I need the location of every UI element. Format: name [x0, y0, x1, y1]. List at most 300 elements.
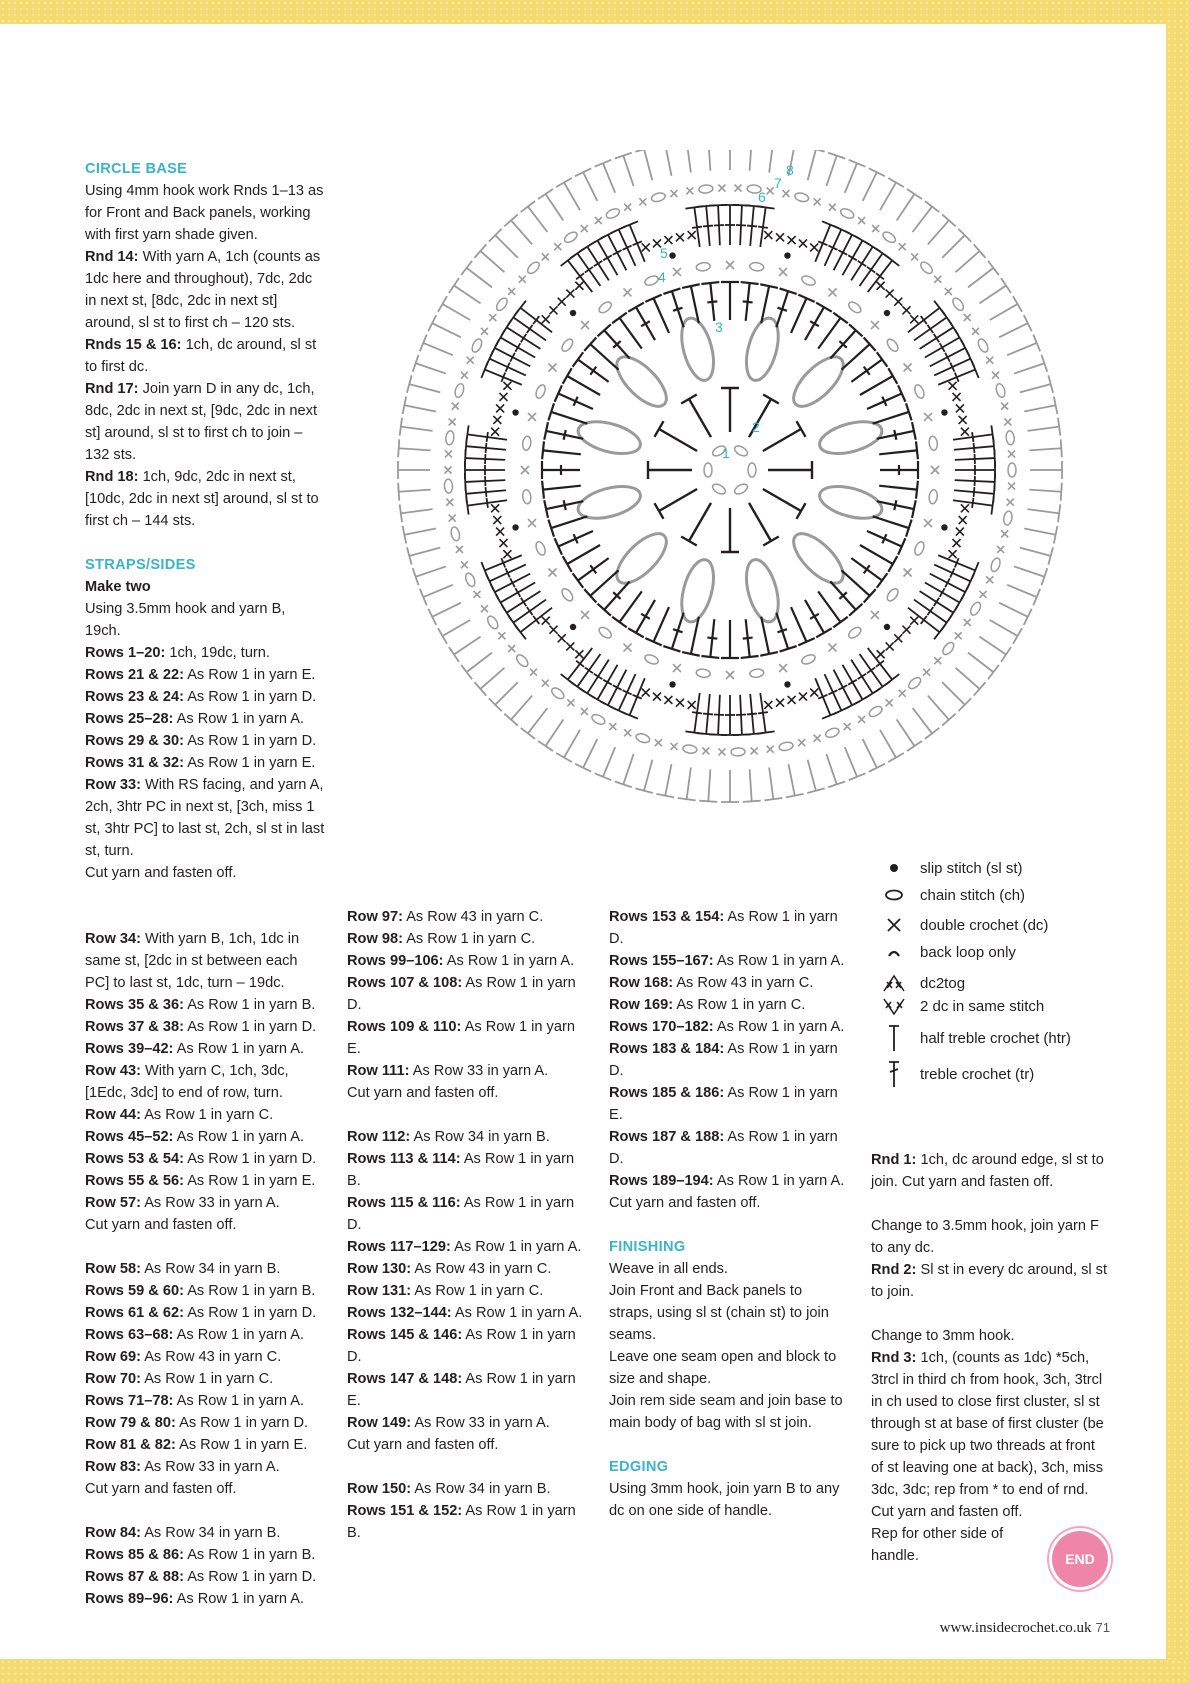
- round-6-fan-stitch: [685, 731, 703, 733]
- round-5-dc: [910, 315, 918, 323]
- round-7-dc: [767, 187, 774, 194]
- round-3-stitch: [743, 638, 753, 639]
- round-8-stitch: [1013, 296, 1022, 312]
- round-3-stitch: [563, 556, 572, 572]
- pattern-row: Rows 87 & 88: As Row 1 in yarn D.: [85, 1569, 317, 1585]
- round-7-dc: [702, 747, 709, 754]
- pattern-row: Row 97: As Row 43 in yarn C.: [347, 909, 544, 925]
- round-5-dc: [902, 306, 910, 314]
- round-4-dc: [548, 364, 556, 372]
- round-8-stitch: [999, 323, 1028, 337]
- round-7-dc: [911, 253, 918, 260]
- legend-row-chain: [880, 883, 1025, 907]
- straps-intro: Using 3.5mm hook and yarn B, 19ch.: [85, 601, 286, 639]
- round-7-dc: [814, 198, 821, 205]
- pattern-row: Row 81 & 82: As Row 1 in yarn E.: [85, 1437, 308, 1453]
- round-6-fan-stitch: [858, 674, 866, 679]
- round-5-dc: [788, 236, 796, 244]
- legend-label: 2 dc in same stitch: [920, 997, 1045, 1015]
- round-3-stitch: [707, 301, 717, 302]
- round-5-dc: [575, 650, 583, 658]
- round-5-dc: [653, 693, 661, 701]
- round-4-dc: [521, 466, 529, 474]
- round-8-stitch: [480, 668, 504, 689]
- round-3-stitch: [619, 318, 641, 349]
- round-7-chain: [969, 601, 983, 617]
- round-4-dc: [931, 466, 939, 474]
- round-8-stitch: [583, 172, 597, 201]
- round-8-stitch: [398, 483, 399, 501]
- round-7-dc: [992, 372, 999, 379]
- round-6-fan-stitch: [527, 325, 533, 333]
- col3-rows: [609, 906, 849, 1192]
- round-4-dc: [904, 364, 912, 372]
- round-8-stitch: [1024, 529, 1055, 535]
- page-number: 71: [1095, 1620, 1110, 1635]
- round-8-stitch: [750, 769, 752, 801]
- round-7-dc: [934, 276, 941, 283]
- round-7-chain: [778, 741, 793, 752]
- pattern-row: Row 131: As Row 1 in yarn C.: [347, 1283, 544, 1299]
- round-7-chain: [563, 230, 579, 245]
- round-5-dc: [949, 550, 957, 558]
- round-8-stitch: [1014, 363, 1044, 373]
- pattern-row: Row 58: As Row 34 in yarn B.: [85, 1261, 281, 1277]
- center-chain: [748, 463, 756, 477]
- round-7-dc: [964, 314, 971, 321]
- center-chain: [733, 482, 749, 496]
- round-7-dc: [449, 515, 456, 522]
- round-7-dc: [955, 632, 962, 639]
- pattern-row: Row 34: With yarn B, 1ch, 1dc in same st, [2dc in st between each PC] to last st, 1dc, turn – 19dc.: [85, 931, 300, 991]
- round-5-dc: [688, 231, 696, 239]
- round-4-dc: [871, 321, 879, 329]
- round-3-stitch: [833, 617, 848, 628]
- round-8-stitch: [399, 490, 431, 492]
- round-3-stitch: [573, 573, 584, 588]
- round-8-stitch: [988, 261, 999, 275]
- round-5-dc: [493, 516, 501, 524]
- round-8-stitch: [595, 160, 612, 167]
- round-5-dc: [491, 428, 499, 436]
- round-8-stitch: [1061, 439, 1062, 457]
- round-7-chain: [976, 338, 989, 354]
- pattern-row: Rows 23 & 24: As Row 1 in yarn D.: [85, 689, 317, 705]
- round-3-stitch: [543, 486, 581, 490]
- column-1: [85, 158, 325, 884]
- center-chain: [704, 463, 712, 477]
- round-3-stitch: [542, 441, 544, 459]
- pattern-row: Row 43: With yarn C, 1ch, 3dc, [1Edc, 3dc] to end of row, turn.: [85, 1063, 289, 1101]
- round-1-stitch: [689, 399, 711, 437]
- round-3-stitch: [673, 629, 683, 632]
- center-chain: [733, 444, 749, 458]
- round-8-stitch: [564, 730, 580, 758]
- round-5-dc: [503, 550, 511, 558]
- edging-text: Using 3mm hook, join yarn B to any dc on one side of handle.: [609, 1481, 840, 1519]
- round-3-stitch: [860, 545, 893, 564]
- pattern-row: Row 98: As Row 1 in yarn C.: [347, 931, 536, 947]
- round-1-stitch: [659, 489, 697, 511]
- round-7-dc: [1004, 418, 1011, 425]
- round-3-stitch: [816, 628, 832, 637]
- round-6-fan-stitch: [466, 425, 468, 443]
- round-4-chain: [560, 337, 575, 353]
- round-7-dc: [452, 403, 459, 410]
- round-5-dc: [956, 404, 964, 412]
- pattern-row: Row 149: As Row 33 in yarn A.: [347, 1415, 550, 1431]
- round-8-stitch: [863, 172, 877, 201]
- round-5-dc: [542, 617, 550, 625]
- center-chain: [711, 482, 727, 496]
- slip-stitch-dot: [512, 409, 518, 415]
- pattern-row: Row 79 & 80: As Row 1 in yarn D.: [85, 1415, 309, 1431]
- round-5-dc: [642, 243, 650, 251]
- round-8-stitch: [1027, 509, 1059, 513]
- round-5-dc: [949, 382, 957, 390]
- pattern-row: Row 70: As Row 1 in yarn C.: [85, 1371, 274, 1387]
- round-5-dc: [956, 528, 964, 536]
- round-4-chain: [597, 300, 613, 315]
- pattern-row: Rows 37 & 38: As Row 1 in yarn D.: [85, 1019, 317, 1035]
- page-footer: [900, 1620, 1110, 1637]
- pattern-row: Rows 85 & 86: As Row 1 in yarn B.: [85, 1547, 316, 1563]
- round-3-stitch: [777, 308, 787, 311]
- pattern-row: Rows 109 & 110: As Row 1 in yarn E.: [347, 1019, 575, 1057]
- round-7-chain: [444, 479, 453, 493]
- round-3-stitch: [888, 556, 897, 572]
- rnd3-text: Rnd 3: 1ch, (counts as 1dc) *5ch, 3trcl in third ch from hook, 3ch, 3trcl in ch used to close first cluster, sl st through st at base of first cluster (be sure to pick up two threads at front of st leaving one at back), 3ch, miss 3dc, 3dc; rep from * to end of rnd.: [871, 1350, 1104, 1498]
- round-8-stitch: [644, 150, 652, 180]
- straps-cut-a: Cut yarn and fasten off.: [85, 865, 237, 881]
- round-8-stitch: [623, 156, 633, 186]
- round-8-stitch: [603, 163, 615, 193]
- round-8-stitch: [546, 719, 564, 746]
- round-1-stitch: [749, 503, 771, 541]
- round-3-stitch: [628, 628, 644, 637]
- round-8-stitch: [845, 747, 857, 777]
- round-8-stitch: [665, 150, 671, 176]
- round-7-chain: [464, 572, 477, 588]
- column-3: [609, 906, 849, 1522]
- round-4-chain: [847, 300, 863, 315]
- column-2: [347, 906, 587, 1544]
- round-5-dc: [491, 504, 499, 512]
- round-8-stitch: [968, 653, 993, 672]
- round-6-fan-stitch: [758, 712, 768, 713]
- pattern-row: Rows 55 & 56: As Row 1 in yarn E.: [85, 1173, 316, 1189]
- round-number: 6: [758, 189, 766, 205]
- slip-stitch-dot: [669, 681, 675, 687]
- round-8-stitch: [595, 773, 612, 780]
- pattern-row: Rows 147 & 148: As Row 1 in yarn E.: [347, 1371, 576, 1409]
- round-7-dc: [1008, 483, 1015, 490]
- round-7-chain: [1003, 511, 1013, 526]
- round-6-fan-stitch: [822, 712, 839, 719]
- round-8-stitch: [845, 163, 857, 193]
- round-7-dc: [1008, 450, 1015, 457]
- round-7-chain: [635, 732, 651, 744]
- round-7-dc: [473, 591, 480, 598]
- pattern-row: Row 33: With RS facing, and yarn A, 2ch, 3htr PC in next st, [3ch, miss 1 st, 3htr PC] to last st, 2ch, sl st in last st, turn.: [85, 777, 325, 859]
- round-4-dc: [779, 268, 787, 276]
- round-7-dc: [718, 185, 725, 192]
- round-5-dc: [566, 290, 574, 298]
- pattern-row: Row 169: As Row 1 in yarn C.: [609, 997, 806, 1013]
- round-1-stitch: [654, 421, 663, 437]
- round-5-dc: [496, 404, 504, 412]
- round-3-stitch: [543, 450, 581, 454]
- round-1-stitch: [763, 537, 779, 546]
- back-loop-icon: [880, 940, 908, 964]
- round-6-fan-stitch: [585, 267, 593, 273]
- col2-rows-b: [347, 1126, 587, 1434]
- round-5-dc: [676, 233, 684, 241]
- round-3-stitch: [612, 617, 627, 628]
- round-3-stitch: [894, 500, 896, 510]
- end-badge: END: [1052, 1531, 1108, 1587]
- round-7-dc: [467, 357, 474, 364]
- round-1-stitch: [797, 503, 806, 519]
- round-number: 3: [715, 319, 723, 335]
- round-8-stitch: [1058, 504, 1060, 522]
- round-7-dc: [934, 657, 941, 664]
- slip-stitch-dot: [941, 524, 947, 530]
- round-8-stitch: [1029, 448, 1061, 450]
- round-7-dc: [639, 198, 646, 205]
- round-2-cluster: [786, 349, 851, 414]
- round-3-stitch: [701, 656, 719, 658]
- round-7-chain: [881, 230, 897, 245]
- crochet-chart: [360, 150, 1100, 870]
- rnd2-text: Rnd 2: Sl st in every dc around, sl st to join.: [871, 1262, 1108, 1300]
- round-3-stitch: [563, 368, 572, 384]
- round-4-dc: [624, 644, 632, 652]
- round-7-dc: [567, 699, 574, 706]
- round-5-dc: [877, 650, 885, 658]
- round-7-dc: [798, 739, 805, 746]
- round-7-chain: [1008, 463, 1016, 477]
- round-7-dc: [872, 225, 879, 232]
- round-8-stitch: [880, 730, 896, 758]
- straps-rows-d: [85, 1522, 325, 1610]
- round-7-chain: [941, 641, 956, 657]
- round-3-stitch: [741, 282, 759, 284]
- round-7-dc: [581, 708, 588, 715]
- round-5-dc: [959, 516, 967, 524]
- round-7-dc: [446, 499, 453, 506]
- round-8-stitch: [442, 304, 470, 320]
- round-7-dc: [980, 591, 987, 598]
- round-8-stitch: [1033, 589, 1040, 606]
- pattern-row: Rows 39–42: As Row 1 in yarn A.: [85, 1041, 305, 1057]
- round-8-stitch: [480, 251, 504, 272]
- round-8-stitch: [538, 189, 553, 199]
- pattern-row: Rows 107 & 108: As Row 1 in yarn D.: [347, 975, 576, 1013]
- round-8-stitch: [687, 767, 691, 799]
- round-number: 5: [660, 245, 668, 261]
- round-7-dc: [986, 576, 993, 583]
- round-4-dc: [581, 611, 589, 619]
- round-5-dc: [566, 642, 574, 650]
- round-3-stitch: [873, 516, 909, 528]
- round-8-stitch: [769, 767, 773, 799]
- pattern-row: Rows 71–78: As Row 1 in yarn A.: [85, 1393, 305, 1409]
- round-6-fan-stitch: [692, 227, 702, 228]
- round-6-fan-stitch: [703, 714, 713, 715]
- round-7-chain: [919, 260, 935, 275]
- round-5-dc: [550, 306, 558, 314]
- round-5-dc: [764, 701, 772, 709]
- round-8-stitch: [888, 178, 904, 187]
- round-4-dc: [829, 288, 837, 296]
- round-5-dc: [499, 539, 507, 547]
- pattern-row: Row 111: As Row 33 in yarn A.: [347, 1063, 549, 1079]
- round-8-stitch: [990, 620, 1018, 636]
- round-8-stitch: [399, 448, 431, 450]
- round-8-stitch: [538, 741, 553, 751]
- round-5-dc: [776, 233, 784, 241]
- pattern-row: Rows 155–167: As Row 1 in yarn A.: [609, 953, 845, 969]
- round-6-fan-stitch: [927, 607, 933, 615]
- finishing-step: Join rem side seam and join base to main body of bag with sl st join.: [609, 1393, 843, 1431]
- round-4-chain: [749, 668, 764, 678]
- round-7-dc: [986, 357, 993, 364]
- round-1-stitch: [654, 503, 663, 519]
- round-8-stitch: [869, 764, 885, 772]
- round-7-dc: [489, 314, 496, 321]
- round-8-stitch: [849, 160, 866, 167]
- round-3-stitch: [542, 481, 544, 499]
- round-2-cluster: [609, 526, 674, 591]
- round-5-dc: [558, 298, 566, 306]
- slip-stitch-dot: [570, 310, 576, 316]
- slip-stitch-dot: [570, 624, 576, 630]
- round-4-dc: [528, 413, 536, 421]
- round-7-dc: [595, 217, 602, 224]
- round-7-dc: [899, 243, 906, 250]
- round-5-dc: [664, 696, 672, 704]
- round-5-dc: [886, 290, 894, 298]
- legend-row-htr: [880, 1026, 1071, 1050]
- round-3-stitch: [888, 368, 897, 384]
- round-6-fan-stitch: [487, 498, 488, 508]
- round-8-stitch: [1013, 628, 1022, 644]
- round-4-chain: [749, 262, 764, 272]
- straps-cut-c: Cut yarn and fasten off.: [85, 1481, 237, 1497]
- round-8-stitch: [925, 728, 939, 739]
- round-7-dc: [445, 450, 452, 457]
- pattern-row: Rows 145 & 146: As Row 1 in yarn D.: [347, 1327, 576, 1365]
- round-8-stitch: [789, 764, 795, 795]
- round-4-chain: [913, 384, 926, 400]
- round-8-stitch: [438, 296, 447, 312]
- round-4-chain: [885, 587, 900, 603]
- round-5-dc: [953, 393, 961, 401]
- slip-stitch-dot: [512, 524, 518, 530]
- finishing-step: Leave one seam open and block to size and shape.: [609, 1349, 837, 1387]
- finishing-list: [609, 1258, 849, 1434]
- round-8-stitch: [438, 628, 447, 644]
- round-3-stitch: [777, 629, 787, 632]
- round-8-stitch: [1029, 490, 1061, 492]
- round-7-dc: [686, 187, 693, 194]
- round-4-chain: [522, 436, 532, 451]
- round-3-stitch: [879, 486, 917, 490]
- round-6-fan-stitch: [867, 267, 875, 273]
- round-7-dc: [624, 204, 631, 211]
- round-3-stitch: [877, 352, 888, 367]
- round-5-dc: [894, 298, 902, 306]
- dc2tog-icon: [880, 971, 908, 995]
- slip-stitch-dot: [884, 624, 890, 630]
- round-5-dc: [910, 617, 918, 625]
- round-3-stitch: [877, 573, 888, 588]
- round-8-stitch: [603, 747, 615, 777]
- round-7-dc: [519, 276, 526, 283]
- round-7-chain: [951, 296, 966, 312]
- round-number: 2: [752, 419, 760, 435]
- round-7-dc: [530, 669, 537, 676]
- column-4: [871, 1149, 1111, 1567]
- round-7-dc: [899, 690, 906, 697]
- round-8-stitch: [808, 150, 816, 180]
- round-1-stitch: [763, 429, 801, 451]
- round-7-chain: [454, 383, 466, 399]
- round-6-fan-stitch: [481, 562, 488, 579]
- round-3-stitch: [873, 412, 909, 424]
- round-6-fan-stitch: [747, 226, 757, 227]
- round-4-chain: [560, 587, 575, 603]
- round-3-stitch: [916, 481, 918, 499]
- round-5-dc: [764, 231, 772, 239]
- round-7-dc: [997, 546, 1004, 553]
- round-8-stitch: [1061, 483, 1062, 501]
- round-8-stitch: [428, 609, 436, 625]
- round-8-stitch: [979, 286, 1006, 304]
- round-8-stitch: [708, 769, 710, 801]
- pattern-row: Rows 183 & 184: As Row 1 in yarn D.: [609, 1041, 838, 1079]
- round-8-stitch: [699, 801, 717, 802]
- round-4-dc: [673, 268, 681, 276]
- round-3-stitch: [791, 607, 806, 642]
- round-7-chain: [824, 727, 840, 740]
- legend-row-2dc: [880, 994, 1044, 1018]
- round-8-stitch: [575, 764, 591, 772]
- round-8-stitch: [928, 220, 949, 244]
- round-1-stitch: [763, 394, 779, 403]
- pattern-row: Rows 31 & 32: As Row 1 in yarn E.: [85, 755, 316, 771]
- round-8-stitch: [808, 760, 816, 791]
- pattern-row: Rows 153 & 154: As Row 1 in yarn D.: [609, 909, 838, 947]
- round-3-stitch: [818, 591, 840, 622]
- round-6-fan-stitch: [858, 261, 866, 266]
- round-8-stitch: [454, 286, 481, 304]
- pattern-row: Row 150: As Row 34 in yarn B.: [347, 1481, 551, 1497]
- round-7-dc: [923, 669, 930, 676]
- col2-rows-c: [347, 1478, 587, 1544]
- round-4-chain: [913, 540, 926, 556]
- round-1-stitch: [681, 537, 697, 546]
- circle-base-heading: CIRCLE BASE: [85, 161, 188, 177]
- round-8-stitch: [461, 261, 472, 275]
- legend-label: double crochet (dc): [920, 916, 1049, 934]
- round-4-dc: [871, 611, 879, 619]
- round-7-dc: [964, 619, 971, 626]
- round-8-stitch: [1024, 609, 1032, 625]
- round-8-stitch: [416, 566, 446, 576]
- legend-row-dc: [880, 913, 1048, 937]
